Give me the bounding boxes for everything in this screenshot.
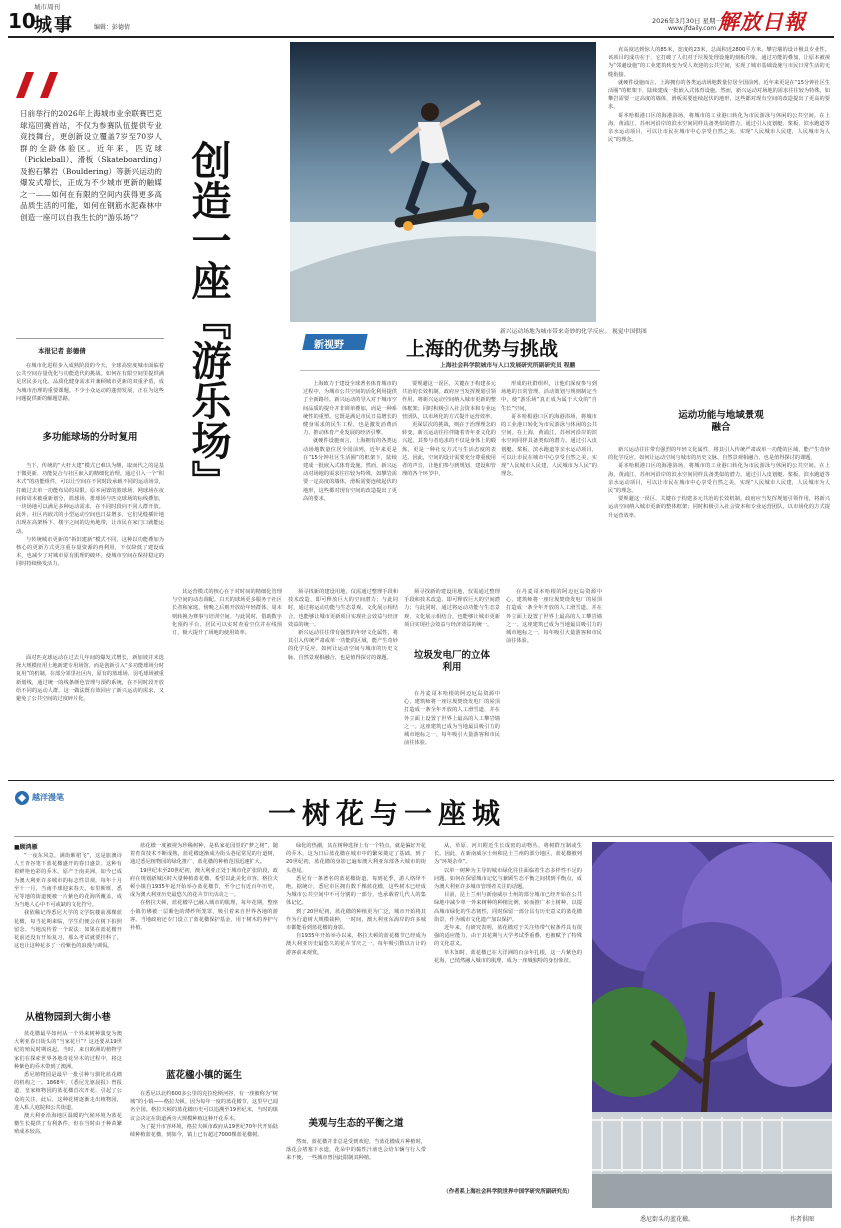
feature-body-3: 面对匹克球运动在过去几年间的爆发式增长，新加坡并未选择大规模征用土地新建专用场馆，而是创新引入“多功能球场分时复用”的机制。在部分邻里社区内，原有的篮球场、羽毛球场被重新划线，通过统一的线条颜色管理与预约系统，在不同时段开放给不同的运动人群。这一做法既有效回应了新兴运动的需求，又避免了公共空间的过度碎片化。 [16, 655, 164, 703]
view-title: 上海的优势与挑战 [406, 338, 559, 360]
flower-col-2b: 在悉尼以北约600多公里的克拉伦斯河谷，有一座被称为“树城”的小镇——格拉夫顿。因为每年一度的蓝花楹节，这里早已闻名全国。格拉夫顿的蓝花楹历史可以追溯至19世纪末，当时的镇议会决定在街道两旁大规模种植这种开花乔木。 为了提升市容环境，格拉夫顿市政府从19世纪70年代开始陆续种植蓝花楹，到如今，镇上已有超过7000棵蓝花楹树。 [130, 1091, 278, 1139]
view-body-col-8: 直高度达到惊人的85米，宽度约23米，总面积近2800平方米，攀岩墙的设计极具专业性。该项目的成功在于，它打破了人们对于垃圾处理设施的刻板印象，通过功能的叠加，让原本被视为“邻避设施”的工业建筑转变为受人欢迎的公共空间，实现了城市基础设施与市民日常生活的无缝衔接。 就硬件设施而言，上海拥有的各类运动场地数量位居全国前列，近年来更是在“15分钟社区生活圈”的框架下，陆续建成一批嵌入式体育设施。然而，新兴运动对场地的需求往往较为特殊，如攀岩需要一定高度的墙体，滑板需要连续起伏的地形，这些都对现有空间的改造提出了更高的要求。 哥本哈根港口区的海港浴场，将城市的工业港口转化为市民游泳与休闲的公共空间。在上海，黄浦江、苏州河沿岸的滨水空间同样具备类似的潜力。通过引入皮划艇、桨板、滨水跑道等亲水运动项目，可以让市民在城市中心享受自然之美，实现“人民城市人民建，人民城市为人民”的理念。 [608, 47, 830, 144]
jacaranda-photo [592, 842, 832, 1208]
date-label: 2026年3月30日 星期一 [652, 17, 723, 25]
view-body-col-5: 须寻找新的建设用地，仅需通过整理手段和技术改造，即可释放巨大的空间潜力；与此同时，通过将运动功能与生态景观、文化展示相结合，也能够让城市更新项目实现社会效益与经济效益的统一。 [404, 589, 500, 628]
feature-byline: 本报记者 彭德倩 [38, 347, 86, 355]
view-subhead-2: 运动功能与地域景观融合 [678, 410, 764, 433]
view-author: 上海社会科学院城市与人口发展研究所副研究员 程鹏 [440, 363, 576, 369]
flower-col-1a: “一夜东风急，满街紫裙飞”，这是旅澳诗人王青谷笔下蓝花楹盛开的春日盛景。这种有着鲜艳色彩的乔木，原产于南美洲，如今已成为澳大利亚许多城市的标志性景观。每年十月至十一月，当南半球迎来春天，布里斯班、悉尼等地的街道便被一片紫色的花海所覆盖，成为当地人心中不可或缺的文化符号。 我依稀记得悉尼大学的文学院楼前那棵蓝花楹，每当花期来临，学生们便会在树下拍照留念。当地流传着一个说法：如果在蓝花楹开花前还没有开始复习，那么考试就要挂科了。这也让这种花多了一份紫色的浪漫与调侃。 [14, 853, 122, 950]
view-body-col-4: 须寻找新的建设用地，仅需通过整理手段和技术改造，即可释放巨大的空间潜力；与此同时，通过将运动功能与生态景观、文化展示相结合，也能够让城市更新项目实现社会效益与经济效益的统一。 新兴运动往往带有强烈的年轻文化属性，将其引入传统严肃或单一功能的区域，能产生奇妙的化学反应。如何让运动空间与城市的历史文脉、自然景观相融合，也是值得探讨的课题。 [288, 589, 398, 661]
flower-col-2a: 蓝花楹一度被视为珍稀树种，是私家花园里的“梦之树”，随着育苗技术不断成熟，蓝花楹逐渐成为街头巷尾常见的行道树，通过悉尼植物园的绿化推广，蓝花楹的种植范围迅速扩大。 19世纪末至20世纪初，澳大利亚正处于城市化扩张阶段，政府在规划新城区时大量种植蓝花楹，希望以此美化市容。格拉夫顿小镇自1935年起开始举办蓝花楹节，至今已有近百年历史，成为澳大利亚历史最悠久的花卉节庆活动之一。 在格拉夫顿，蓝花楹早已融入城市的肌理，每年花期，整座小镇仿佛被一层紫色的薄纱所笼罩，吸引着来自世界各地的游客。当地政府还专门设立了蓝花楹保护基金，用于树木的养护与补植。 [130, 843, 278, 932]
flower-col-3a: 绿化的热潮，其在树种选择上有一个特点，就是偏好开花的乔木，这为日后蓝花楹在城市中的繁荣奠定了基础。到了20世纪初，蓝花楹的身影已遍布澳大利亚东部各大城市的街头巷尾。 悉尼有一条著名的蓝花楹街道，每到花季，游人络绎不绝。据统计，悉尼市区拥有数千棵蓝花楹，这些树木已经成为城市公共空间中不可分割的一部分，也承载着几代人的集体记忆。 到了20世纪初，蓝花楹的种植更为广泛，城市开始将其作为行道树大规模栽种，一时间，澳大利亚东海岸的许多城市都能看到蓝花楹的身影。 自1935年开始举办以来，格拉夫顿的蓝花楹节已经成为澳大利亚历史最悠久的花卉节庆之一，每年吸引数以万计的游客前来观赏。 [286, 843, 426, 956]
flower-author-note: （作者系上海社会科学院世界中国学研究所副研究员） [443, 1189, 573, 1195]
masthead [0, 0, 841, 36]
view-body-col-6: 在丹麦哥本哈根的阿迈厄岛资源中心，建筑师将一座垃圾焚烧发电厂的屋顶打造成一条全年开放的人工滑雪道，并在外立面上设置了世界上最高的人工攀岩墙之一。这座建筑已成为当地最具吸引力的城市地标之一，每年吸引大量游客和市民前往体验。 [404, 691, 500, 747]
feature-body-col-4: 其运营模式的核心在于对时间的精细化管理与空间的动态调配。白天的球场更多服务于社区长者和家庭，傍晚之后则开放给年轻群体，周末则转换为赛事与培训空间。与此同时，借助数字化预约平台，居民可以实时查看空位并在线预订，极大提升了场地的使用效率。 [172, 589, 282, 637]
jacaranda-caption: 悉尼街头的蓝花楹。 [640, 1216, 695, 1223]
view-body-col-9: 新兴运动往往带有强烈的年轻文化属性，将其引入传统严肃或单一功能的区域，能产生奇妙的化学反应。如何让运动空间与城市的历史文脉、自然景观相融合，也是值得探讨的课题。 哥本哈根港口区的海港浴场，将城市的工业港口转化为市民游泳与休闲的公共空间。在上海，黄浦江、苏州河沿岸的滨水空间同样具备类似的潜力。通过引入皮划艇、桨板、滨水跑道等亲水运动项目，可以让市民在城市中心享受自然之美，实现“人民城市人民建，人民城市为人民”的理念。 要规避这一误区，关键在于构建多元共治的长效机制。政府应当发挥规划引领作用，将新兴运动空间纳入城市更新的整体框架；同时积极引入社会资本和专业运营团队，以市场化的方式提升运营效率。 [608, 447, 830, 519]
section-divider [8, 780, 834, 781]
flower-column-badge-label: 越洋漫笔 [32, 793, 64, 802]
flower-col-1b: 蓝花楹最早如何从一个外来树种演变为澳大利亚春日街头的“当家花旦”？这还要从19世纪的殖民时期说起。当时，来自欧洲的植物学家们在探索世界各地奇花异木的过程中，将这种紫色的乔木带到了澳洲。 悉尼植物园是最早一批引种与驯化蓝花楹的机构之一。1868年，《悉尼先驱晨报》曾报道，皇家植物园的蓝花楹首次开花，引起了公众的关注。此后，这种花树逐渐走出植物园，进入私人庭院和公共街道。 澳大利亚沿海地区温暖的气候环境为蓝花楹生长提供了有利条件，但在当时由于种苗繁殖成本较高， [14, 1031, 122, 1136]
masthead-rule [8, 36, 834, 38]
view-body-col-3: 形成的社群组织，让他们深度参与到场地的日常管理、活动策划与规则制定当中，使“游乐场”真正成为属于大众的“自生长”空间。 哥本哈根港口区的海港浴场，将城市的工业港口转化为市民游泳与休闲的公共空间。在上海，黄浦江、苏州河沿岸的滨水空间同样具备类似的潜力。通过引入皮划艇、桨板、滨水跑道等亲水运动项目，可以让市民在城市中心享受自然之美，实现“人民城市人民建，人民城市为人民”的理念。 [501, 381, 597, 478]
feature-title: 创造一座『游乐场』 [185, 140, 232, 500]
flower-subhead-3: 美观与生态的平衡之道 [308, 1118, 404, 1129]
flower-col-4: 从，草原、河川附近生长成密的动物丛，将树群压制或生长。因此，在新南威尔士州和昆士兰州的部分地区，蓝花楹被列为“环境杂草”。 以单一树种为主导的城市绿化往往面临着生态多样性不足的问题。如何在保留城市记忆与兼顾生态平衡之间找到平衡点，成为澳大利亚许多城市管理者关注的话题。 目前，昆士兰州与新南威尔士州的部分城市已经开始在公共绿地中减少单一外来树种的种植比例，转而推广本土树种，以提高城市绿化的生态韧性，同时保留一部分具有历史意义的蓝花楹街景，作为城市文化遗产加以保护。 近年来，有研究表明，蓝花楹对于关注热带气候条件具有很强的适应能力，由于其花期与大学考试季重叠，也被赋予了特殊的文化意义。 草木知时，蓝花楹已在大洋洲的百余年扎根，这一片紫色的花海，已悄然融入城市的肌理，成为一座城独特的身份象征。 [434, 843, 582, 964]
view-body-col-7: 在丹麦哥本哈根的阿迈厄岛资源中心，建筑师将一座垃圾焚烧发电厂的屋顶打造成一条全年开放的人工滑雪道，并在外立面上设置了世界上最高的人工攀岩墙之一。这座建筑已成为当地最具吸引力的城市地标之一，每年吸引大量游客和市民前往体验。 [506, 589, 602, 645]
feature-intro-quote: 日前举行的2026年上海城市业余联赛巴克球巡回赛首站，不仅为参赛队伍提供专业竞技舞台，更创新设立覆盖7岁至70岁人群的全龄体验区。近年来，匹克球（Pickleball）、滑板（Skateboarding）及抱石攀岩（Bouldering）等新兴运动的爆发式增长，正成为不少城市更新的触媒之一——如何在有限的空间内获得更多高品质生活的可能，如何在钢筋水泥森林中创造一座可以自我生长的“游乐场”？ [20, 109, 162, 222]
feature-subhead-1: 多功能球场的分时复用 [42, 432, 138, 443]
view-badge-label: 新视野 [314, 340, 344, 351]
flower-author: ■顾鸿雁 [14, 844, 38, 851]
newspaper-logo: 解放日報 [718, 9, 806, 34]
editor-label: 编辑：彭德倩 [94, 24, 131, 31]
view-subhead-1: 垃圾发电厂的立体利用 [413, 650, 490, 673]
view-body-col-2: 要规避这一误区，关键在于构建多元共治的长效机制。政府应当发挥规划引领作用，将新兴运动空间纳入城市更新的整体框架；同时积极引入社会资本和专业运营团队，以市场化的方式提升运营效率。 更深层次的挑战，则在于治理理念的转变。新兴运动往往伴随着青年亚文化的兴起，其参与者追求的不仅是身体上的锻炼，更是一种社交方式与生活态度的表达。因此，空间的设计需要充分尊重使用者的声音，让他们参与到规划、建设和管理的各个环节中。 [402, 381, 496, 478]
intro-divider [16, 338, 164, 339]
quote-mark-icon [14, 70, 74, 100]
skate-photo-caption: 新兴运动场地为城市带来奇妙的化学反应。 视觉中国供图 [500, 329, 647, 335]
flower-title-rule [14, 836, 834, 837]
jacaranda-credit: 作者供图 [790, 1216, 815, 1223]
view-top-rule [300, 370, 600, 371]
feature-body-1: 在城市化进程步入成熟阶段的今天，全球高密度城市面临着公共空间存量优化与功能迭代的挑战。如何在有限空间里提供满足居民多元化、品质化健身需求并兼顾城市更新的双重矛盾，成为城市治理的重要课题。不少小众运动的蓬勃发展，正在为这些问题提供新的解题思路。 [16, 363, 164, 402]
flower-subhead-1: 从植物园到大街小巷 [25, 1012, 111, 1023]
website-label: www.jfdaily.com [668, 25, 717, 32]
page-number: 10 [8, 9, 36, 33]
flower-col-3b: 然而，蓝花楹并非总是受到欢迎。当蓝花楹成片种植时，落花会堵塞下水道，花朵中的黏性汁液也会给车辆与行人带来不便，一些城市曾因此限制其种植。 [286, 1139, 426, 1162]
flower-title: 一树花与一座城 [268, 797, 507, 830]
section-title: 城事 [34, 15, 74, 36]
flower-subhead-2: 蓝花楹小镇的诞生 [165, 1070, 242, 1081]
feature-body-2: 当下，传统的“大杆大建”模式已难以为继，取而代之的是基于微更新、功能复合与社区嵌入的精细化治理。通过引入一个“积木式”的功能组件，可以让空间在不同时段承载不同的运动场景，打破过去单一功能布局的局限。原本闲置的篮球场、网球场在夜间和周末被重新划分，篮球场、排球场与匹克球场的标线叠加，一块场地可以满足多种运动需求，在不同时段向不同人群开放。此外，社区内嵌式的小型运动空间也日益增多，它们见缝插针地出现在高架桥下、楼宇之间的边角地带，让市民在家门口就能运动。 与传统城市更新的“拆旧建新”模式不同，这种以功能叠加为核心的更新方式更注重存量资源的再利用，不仅降低了建设成本，也减少了对城市原有肌理的破坏，使城市空间在保持稳定的同时持续焕发活力。 [16, 463, 164, 568]
skateboard-photo [290, 42, 596, 322]
section-small-label: 城市周刊 [34, 3, 60, 11]
view-body-col-1: 上海致力于建设全球著名体育城市的过程中，为城市公共空间的活化利用提供了全新路径。新兴运动的导入对于城市空间品质的提升并非简单叠加，而是一种系统性的重塑。它既是满足市民日益增长的健身需求的民生工程，也是激发消费活力、推动体育产业发展的经济引擎。 就硬件设施而言，上海拥有的各类运动场地数量位居全国前列，近年来更是在“15分钟社区生活圈”的框架下，陆续建成一批嵌入式体育设施。然而，新兴运动对场地的需求往往较为特殊，如攀岩需要一定高度的墙体，滑板需要连续起伏的地形，这些都对现有空间的改造提出了更高的要求。 [303, 381, 397, 502]
